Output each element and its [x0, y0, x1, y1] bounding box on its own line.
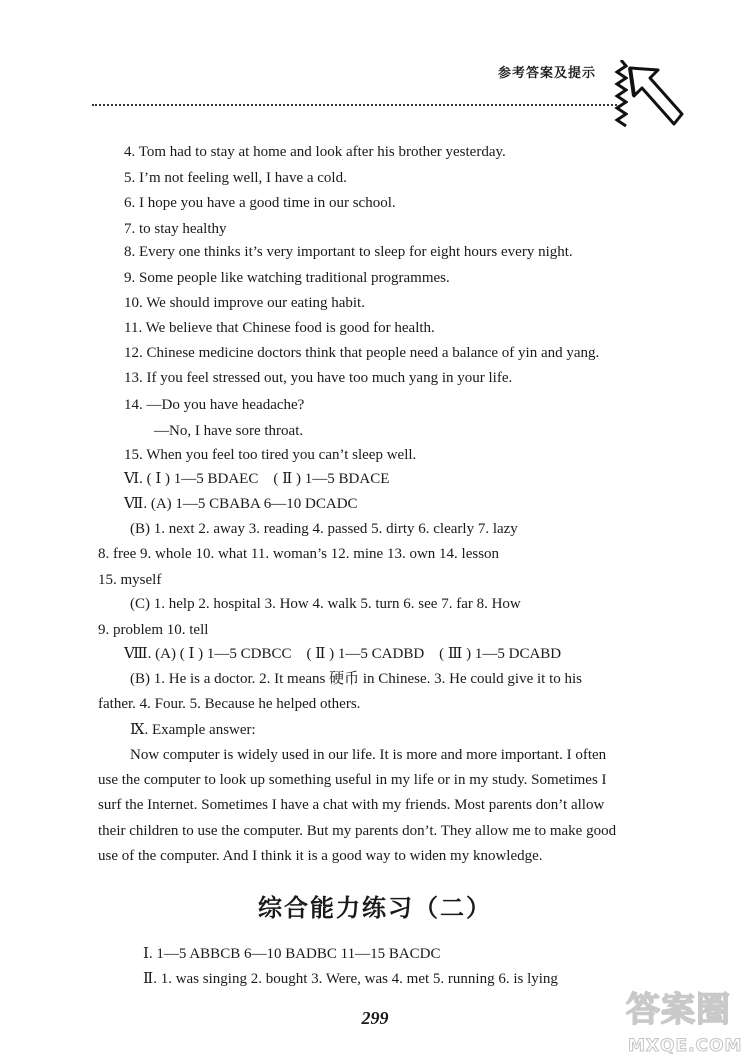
section-ii-answers: Ⅱ. 1. was singing 2. bought 3. Were, was 4. met 5. running 6. is lying [143, 971, 558, 987]
section-vii-answers: Ⅶ. (A) 1—5 CBABA 6—10 DCADC [124, 496, 358, 512]
answer-line: 9. Some people like watching traditional programmes. [124, 270, 450, 286]
arrow-icon [628, 64, 684, 128]
answer-line: 8. Every one thinks it’s very important to sleep for eight hours every night. [124, 244, 573, 260]
page-number: 299 [361, 1008, 389, 1028]
section-ix-heading: Ⅸ. Example answer: [130, 722, 256, 738]
answer-line: 10. We should improve our eating habit. [124, 295, 365, 311]
answer-line: —No, I have sore throat. [154, 423, 304, 439]
header-divider [92, 104, 617, 106]
answer-line: 8. free 9. whole 10. what 11. woman’s 12. mine 13. own 14. lesson [98, 546, 500, 562]
page-header-title: 参考答案及提示 [498, 66, 597, 81]
section-i-answers: Ⅰ. 1—5 ABBCB 6—10 BADBC 11—15 BACDC [143, 946, 441, 962]
essay-line: use the computer to look up something useful in my life or in my study. Sometimes I [98, 772, 607, 788]
answer-line: 15. myself [98, 572, 162, 588]
answer-line: 12. Chinese medicine doctors think that people need a balance of yin and yang. [124, 345, 600, 361]
section-title: 综合能力练习（二） [258, 894, 492, 922]
answer-line: 7. to stay healthy [124, 221, 227, 237]
answer-line: (C) 1. help 2. hospital 3. How 4. walk 5. turn 6. see 7. far 8. How [130, 596, 521, 612]
section-viii-answers: Ⅷ. (A) ( Ⅰ ) 1—5 CDBCC ( Ⅱ ) 1—5 CADBD ( Ⅲ ) 1—5 DCABD [124, 646, 562, 662]
watermark-logo: 答案圈 [626, 990, 731, 1030]
essay-line: Now computer is widely used in our life. It is more and more important. I often [130, 747, 607, 763]
essay-line: their children to use the computer. But my parents don’t. They allow me to make good [98, 823, 617, 839]
answer-line: 13. If you feel stressed out, you have too much yang in your life. [124, 370, 513, 386]
essay-line: use of the computer. And I think it is a good way to widen my knowledge. [98, 848, 543, 864]
answer-line: 4. Tom had to stay at home and look after his brother yesterday. [124, 144, 506, 160]
answer-line: 6. I hope you have a good time in our school. [124, 195, 396, 211]
answer-line: 15. When you feel too tired you can’t sleep well. [124, 447, 417, 463]
answer-line: father. 4. Four. 5. Because he helped others. [98, 696, 361, 712]
answer-line: 11. We believe that Chinese food is good for health. [124, 320, 435, 336]
watermark-url: MXQE.COM [628, 1036, 743, 1056]
answer-line: (B) 1. He is a doctor. 2. It means 硬币 in Chinese. 3. He could give it to his [130, 671, 583, 687]
answer-line: 9. problem 10. tell [98, 622, 209, 638]
answer-line: 14. —Do you have headache? [124, 397, 305, 413]
answer-line: 5. I’m not feeling well, I have a cold. [124, 170, 347, 186]
section-vi-answers: Ⅵ. ( Ⅰ ) 1—5 BDAEC ( Ⅱ ) 1—5 BDACE [124, 471, 390, 487]
zigzag-ornament [614, 60, 628, 128]
answer-line: (B) 1. next 2. away 3. reading 4. passed 5. dirty 6. clearly 7. lazy [130, 521, 518, 537]
essay-line: surf the Internet. Sometimes I have a chat with my friends. Most parents don’t allow [98, 797, 605, 813]
